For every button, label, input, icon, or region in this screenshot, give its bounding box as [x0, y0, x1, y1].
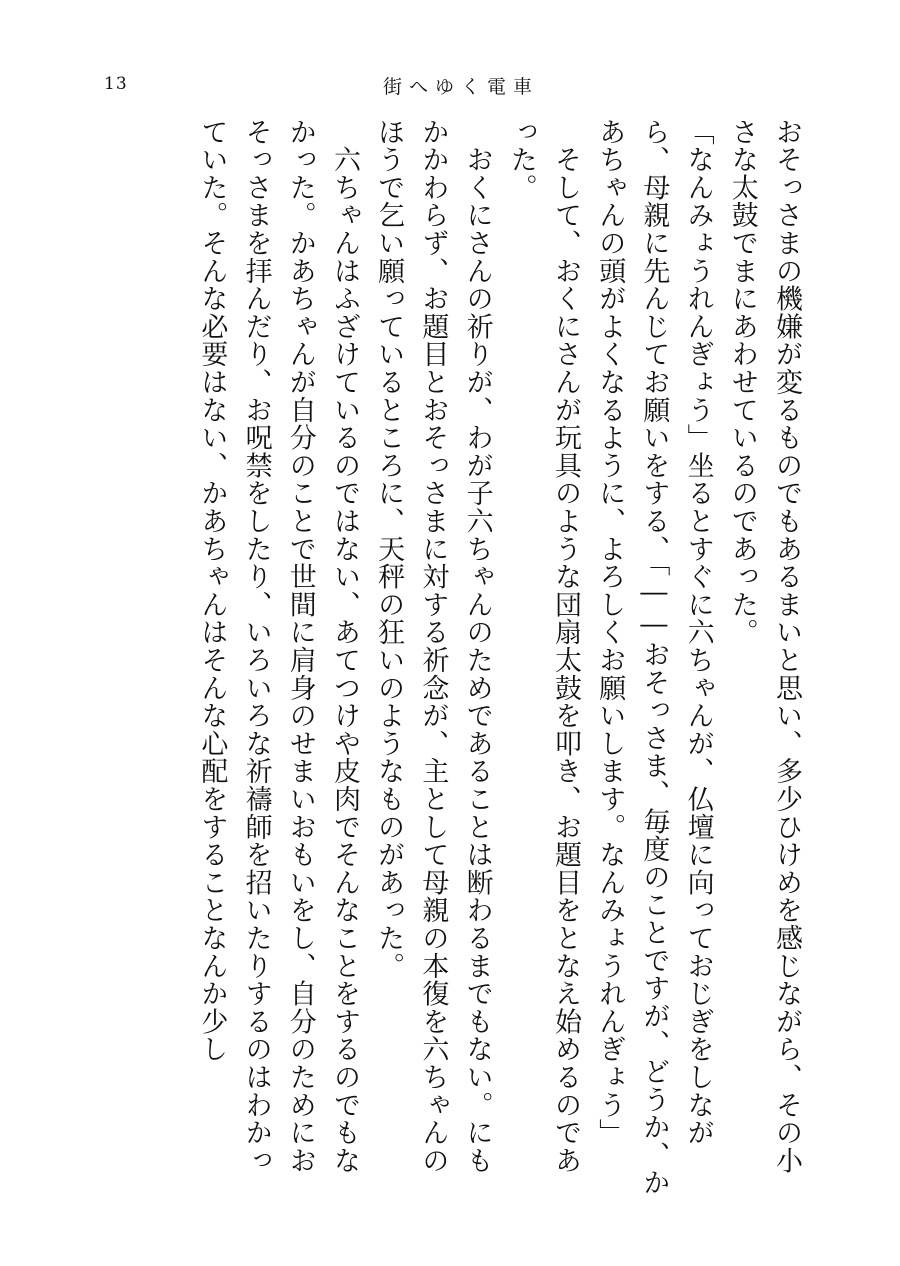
paragraph-1: おそっさまの機嫌が変るものでもあるまいと思い、多少ひけめを感じながら、その小さな太鼓でまにあわせているのであった。	[726, 118, 802, 1175]
paragraph-3: そして、おくにさんが玩具のような団扇太鼓を叩き、お題目をとなえ始めるのであった。	[505, 118, 581, 1175]
paragraph-5: 六ちゃんはふざけているのではない、あてつけや皮肉でそんなことをするのでもなかった。かあちゃんが自分のことで世間に肩身のせまいおもいをし、自分のためにおそっさまを拝んだり、お呪禁をしたり、いろいろな祈禱師を招いたりするのはわかっていた。そんな必要はない、かあちゃんはそんな心配をすることなんか少し	[196, 118, 360, 1175]
paragraph-4: おくにさんの祈りが、わが子六ちゃんのためであることは断わるまでもない。にもかかわらず、お題目とおそっさまに対する祈念が、主として母親の本復を六ちゃんのほうで乞い願っているところに、天秤の狂いのようなものがあった。	[373, 118, 493, 1175]
page-number: 13	[104, 74, 128, 94]
paragraph-2: 「なんみょうれんぎょう」坐るとすぐに六ちゃんが、仏壇に向っておじぎをしながら、母親に先んじてお願いをする、「――おそっさま、毎度のことですが、どうか、かあちゃんの頭がよくなるように、よろしくお願いします。なんみょうれんぎょう」	[594, 118, 714, 1197]
body-text	[88, 118, 808, 1198]
running-title: 街へゆく電車	[383, 76, 540, 98]
